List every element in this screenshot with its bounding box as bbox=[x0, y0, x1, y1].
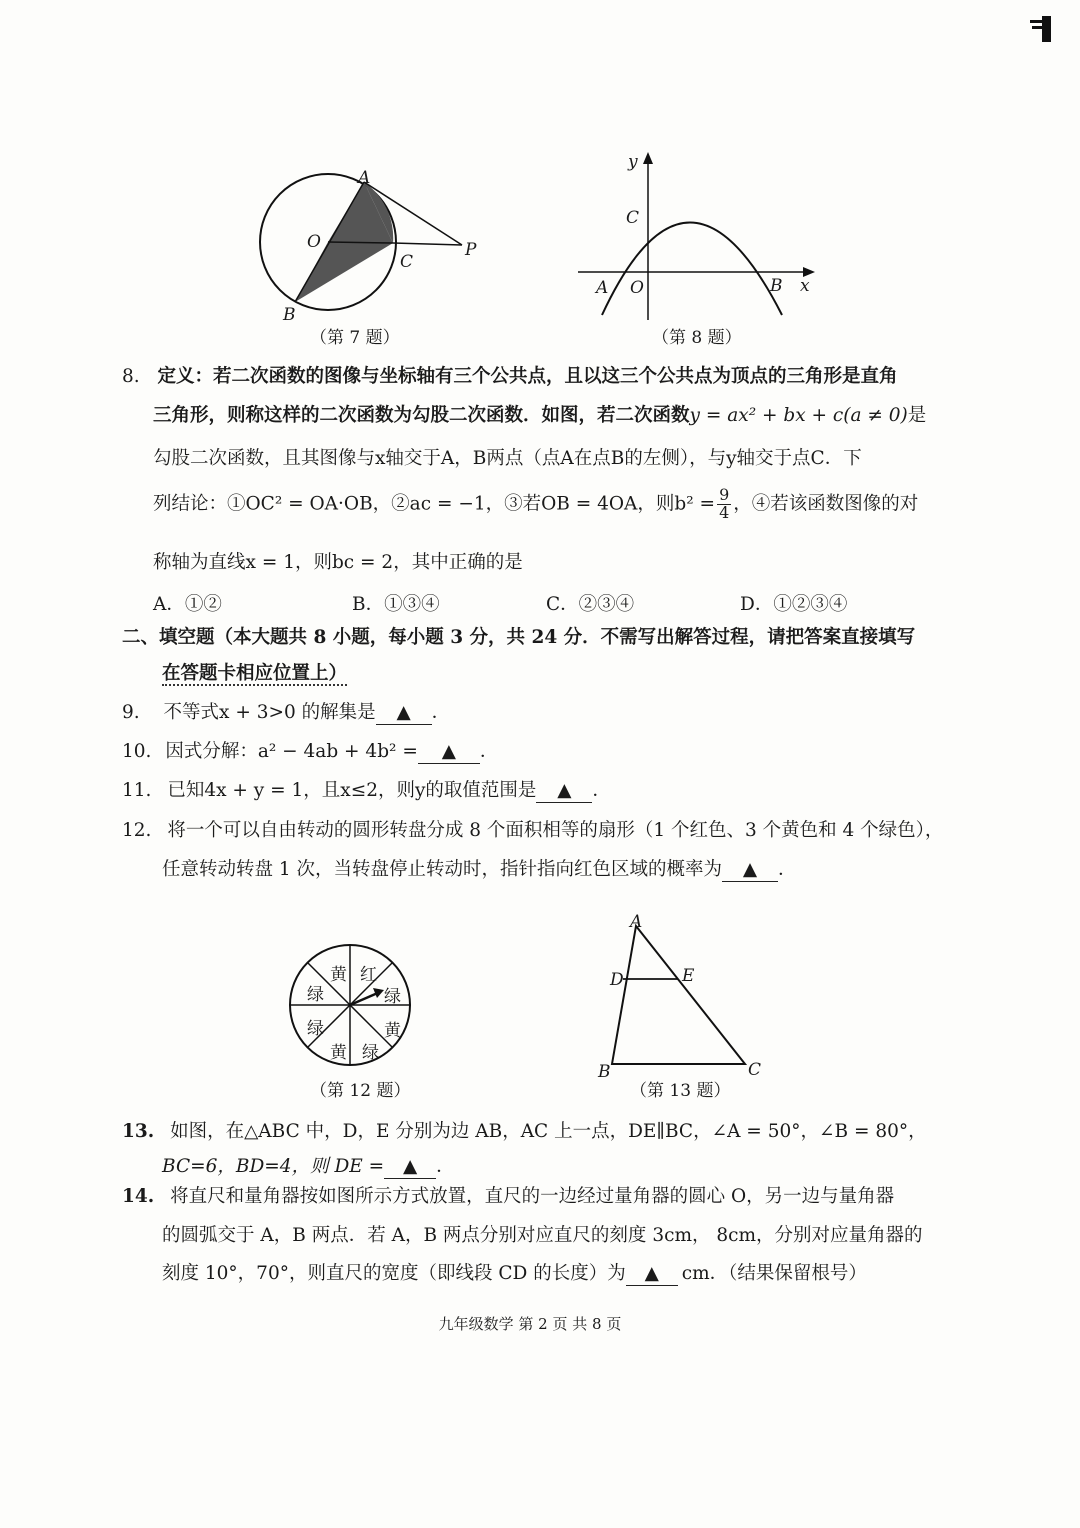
q10 bbox=[122, 741, 498, 764]
q11-number: 11. bbox=[122, 780, 152, 801]
figure-12 bbox=[280, 942, 430, 1102]
figure-7 bbox=[250, 160, 490, 350]
fig8-label-b: B bbox=[770, 276, 783, 296]
q8-fraction bbox=[717, 487, 731, 522]
section-2-note bbox=[162, 663, 347, 685]
sector-label: 黄 bbox=[330, 1043, 347, 1063]
q13-line-2 bbox=[162, 1156, 455, 1179]
q14-line-2 bbox=[162, 1225, 923, 1247]
fig13-label-e: E bbox=[682, 966, 695, 986]
q13-number: 13. bbox=[122, 1121, 155, 1142]
triangle-diagram bbox=[590, 912, 780, 1072]
section-2-note-text: 在答题卡相应位置上） bbox=[162, 663, 348, 684]
q8-text-2b: 是 bbox=[907, 405, 927, 426]
fig8-label-c: C bbox=[626, 208, 640, 228]
q8-line-4 bbox=[153, 487, 918, 522]
q10-answer-blank[interactable]: ▲ bbox=[418, 741, 480, 764]
section-2-title: 二、填空题（本大题共 8 小题，每小题 3 分，共 24 分．不需写出解答过程，请把答案直接填写 bbox=[122, 627, 916, 648]
q10-end: ． bbox=[479, 741, 499, 762]
q9-end: ． bbox=[431, 702, 451, 723]
fig12-caption: （第 12 题） bbox=[310, 1081, 411, 1101]
q8-text-3: 勾股二次函数，且其图像与x轴交于A，B两点（点A在点B的左侧），与y轴交于点C．下 bbox=[153, 448, 862, 469]
figure-13 bbox=[590, 912, 780, 1102]
fig13-label-c: C bbox=[748, 1060, 762, 1080]
q9 bbox=[122, 702, 450, 725]
q14-text-2: 的圆弧交于 A，B 两点．若 A，B 两点分别对应直尺的刻度 3cm， 8cm，分别对应量角器的 bbox=[162, 1225, 923, 1246]
q14-text-1: 将直尺和量角器按如图所示方式放置，直尺的一边经过量角器的圆心 O，另一边与量角器 bbox=[170, 1186, 895, 1207]
q14-end: cm．（结果保留根号） bbox=[681, 1263, 867, 1284]
q12-text-2: 任意转动转盘 1 次，当转盘停止转动时，指针指向红色区域的概率为 bbox=[162, 859, 723, 880]
fig8-label-a: A bbox=[596, 278, 609, 298]
q12-line-2 bbox=[162, 859, 797, 882]
q14-line-1 bbox=[122, 1186, 894, 1208]
page-footer: 九年级数学 第 2 页 共 8 页 bbox=[438, 1315, 622, 1333]
fig13-label-d: D bbox=[610, 970, 624, 990]
fig7-label-p: P bbox=[465, 240, 477, 260]
q11-text: 已知4x + y = 1，且x≤2，则y的取值范围是 bbox=[167, 780, 537, 801]
q9-number: 9. bbox=[122, 702, 140, 723]
sector-label: 绿 bbox=[307, 1019, 324, 1039]
fig7-label-a: A bbox=[358, 168, 371, 188]
q13-text-1: 如图，在△ABC 中，D，E 分别为边 AB，AC 上一点，DE∥BC，∠A = 50°，∠B = 80°， bbox=[170, 1121, 927, 1142]
fig7-label-c: C bbox=[400, 252, 414, 272]
spinner-diagram bbox=[280, 942, 430, 1072]
q11 bbox=[122, 780, 611, 803]
q10-number: 10. bbox=[122, 741, 152, 762]
q12-end: ． bbox=[778, 859, 797, 880]
sector-label: 黄 bbox=[330, 965, 347, 985]
q12-line-1 bbox=[122, 820, 943, 842]
q13-line-1 bbox=[122, 1121, 927, 1143]
q8-line-5 bbox=[153, 552, 523, 574]
q9-text: 不等式x + 3>0 的解集是 bbox=[163, 702, 376, 723]
q8-option-a: A．①② bbox=[153, 594, 222, 615]
q8-text-4b: ，④若该函数图像的对 bbox=[733, 493, 919, 515]
q8-text-4a: 列结论：①OC² = OA·OB，②ac = −1，③若OB = 4OA，则b² = bbox=[153, 493, 716, 515]
q14-number: 14. bbox=[122, 1186, 155, 1207]
corner-mark bbox=[1028, 14, 1054, 44]
figure-8 bbox=[570, 150, 830, 350]
fig7-label-b: B bbox=[283, 305, 296, 325]
fig13-caption: （第 13 题） bbox=[630, 1081, 731, 1101]
fig7-label-o: O bbox=[307, 232, 321, 252]
q11-end: ． bbox=[592, 780, 611, 801]
q11-answer-blank[interactable]: ▲ bbox=[536, 780, 592, 803]
q8-line-1 bbox=[122, 366, 898, 388]
fig13-label-a: A bbox=[630, 912, 643, 932]
q8-text-1: 定义：若二次函数的图像与坐标轴有三个公共点，且以这三个公共点为顶点的三角形是直角 bbox=[157, 366, 898, 387]
q14-line-3 bbox=[162, 1263, 867, 1286]
fig7-caption: （第 7 题） bbox=[310, 328, 400, 348]
q8-option-d: D．①②③④ bbox=[740, 594, 848, 615]
q8-number: 8. bbox=[122, 366, 140, 387]
q8-option-c: C．②③④ bbox=[546, 594, 635, 615]
sector-label: 红 bbox=[360, 965, 377, 985]
q14-answer-blank[interactable]: ▲ bbox=[626, 1263, 678, 1286]
q13-text-2: BC=6，BD=4，则 DE = bbox=[162, 1156, 385, 1177]
q8-text-5: 称轴为直线x = 1，则bc = 2，其中正确的是 bbox=[153, 552, 523, 573]
sector-label: 绿 bbox=[384, 987, 401, 1007]
q9-answer-blank[interactable]: ▲ bbox=[376, 702, 432, 725]
q8-line-2 bbox=[153, 405, 926, 427]
q13-end: ． bbox=[436, 1156, 455, 1177]
fig13-label-b: B bbox=[598, 1062, 611, 1082]
q8-equation: y = ax² + bx + c(a ≠ 0) bbox=[689, 405, 908, 426]
q8-line-3 bbox=[153, 448, 862, 470]
q13-answer-blank[interactable]: ▲ bbox=[384, 1156, 436, 1179]
q12-text-1: 将一个可以自由转动的圆形转盘分成 8 个面积相等的扇形（1 个红色、3 个黄色和 4 个绿色）， bbox=[167, 820, 944, 841]
figure-8-diagram bbox=[570, 150, 830, 350]
q8-frac-den: 4 bbox=[719, 502, 730, 522]
q10-text: 因式分解：a² − 4ab + 4b² = bbox=[165, 741, 418, 762]
sector-label: 黄 bbox=[384, 1021, 401, 1041]
sector-label: 绿 bbox=[362, 1043, 379, 1063]
q12-answer-blank[interactable]: ▲ bbox=[722, 859, 778, 882]
fig8-label-o: O bbox=[630, 278, 644, 298]
sector-label: 绿 bbox=[307, 985, 324, 1005]
q12-number: 12. bbox=[122, 820, 152, 841]
q8-text-2a: 三角形，则称这样的二次函数为勾股二次函数．如图，若二次函数 bbox=[153, 405, 690, 426]
fig8-label-x: x bbox=[800, 276, 810, 296]
q8-frac-num: 9 bbox=[719, 485, 730, 504]
q14-text-3: 刻度 10°，70°，则直尺的宽度（即线段 CD 的长度）为 bbox=[162, 1263, 626, 1284]
q8-option-b: B．①③④ bbox=[352, 594, 440, 615]
fig8-caption: （第 8 题） bbox=[652, 328, 742, 348]
fig8-label-y: y bbox=[628, 152, 638, 172]
